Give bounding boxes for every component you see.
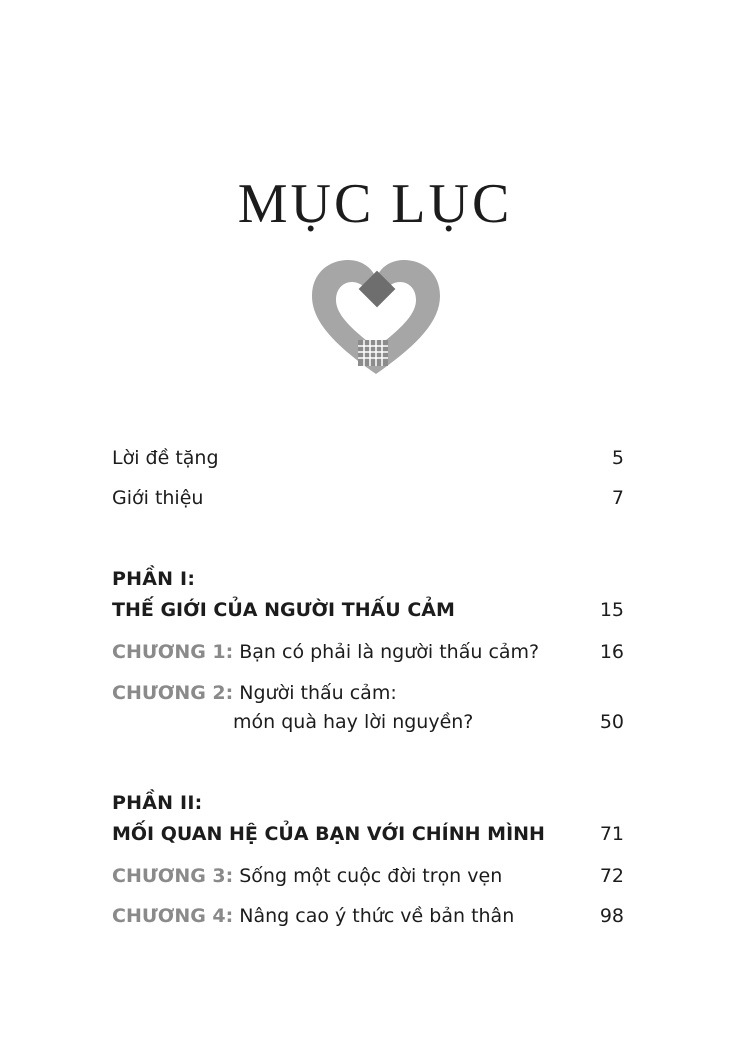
chapter-label: CHƯƠNG 4: xyxy=(112,905,234,927)
chapter-title: Bạn có phải là người thấu cảm? xyxy=(239,641,540,663)
chapter-title: Người thấu cảm: xyxy=(239,682,397,704)
toc-page-number: 72 xyxy=(599,865,624,887)
toc-part-entry[interactable] xyxy=(112,820,624,848)
toc-entry-introduction[interactable] xyxy=(112,484,624,512)
part-title: MỐI QUAN HỆ CỦA BẠN VỚI CHÍNH MÌNH xyxy=(112,823,545,845)
toc-page-number: 50 xyxy=(599,711,624,733)
toc-chapter-entry[interactable] xyxy=(112,902,624,930)
part-label: PHẦN II: xyxy=(112,792,203,814)
chapter-title: Sống một cuộc đời trọn vẹn xyxy=(239,865,503,887)
part-label: PHẦN I: xyxy=(112,568,196,590)
toc-entry-label: Lời đề tặng xyxy=(112,447,219,469)
toc-chapter-entry[interactable] xyxy=(112,638,624,666)
toc-part-entry[interactable] xyxy=(112,596,624,624)
chapter-label: CHƯƠNG 3: xyxy=(112,865,234,887)
chapter-label: CHƯƠNG 1: xyxy=(112,641,234,663)
toc-page-number: 16 xyxy=(599,641,624,663)
toc-page-number: 71 xyxy=(599,823,624,845)
toc-entry-dedication[interactable] xyxy=(112,444,624,472)
toc-chapter-entry[interactable] xyxy=(112,862,624,890)
part-title: THẾ GIỚI CỦA NGƯỜI THẤU CẢM xyxy=(112,599,455,621)
chapter-label: CHƯƠNG 2: xyxy=(112,682,234,704)
toc-entry-label: Giới thiệu xyxy=(112,487,204,509)
page-title: MỤC LỤC xyxy=(237,173,513,235)
chapter-title: Nâng cao ý thức về bản thân xyxy=(239,905,515,927)
toc-page-number: 5 xyxy=(611,447,624,469)
toc-chapter-entry[interactable] xyxy=(112,679,624,707)
toc-chapter-entry-continuation[interactable] xyxy=(233,708,624,736)
toc-page-number: 7 xyxy=(611,487,624,509)
heart-knot-icon xyxy=(306,256,446,384)
chapter-title-continuation: món quà hay lời nguyền? xyxy=(233,711,474,733)
toc-page-number: 98 xyxy=(599,905,624,927)
toc-page-number: 15 xyxy=(599,599,624,621)
